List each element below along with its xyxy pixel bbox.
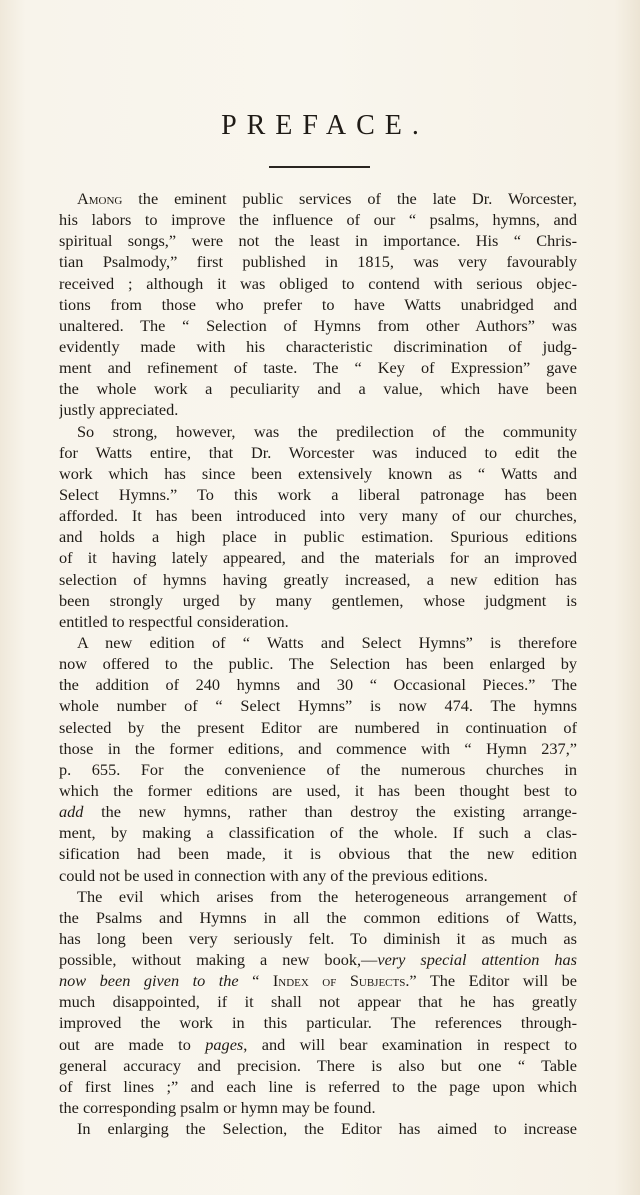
text-run: the new hymns, rather than destroy the existing arrange- [83, 802, 577, 822]
text-run: , and will bear examination in respect to [243, 1034, 577, 1054]
text-run: could not be used in connection with any of the previous editions. [59, 865, 488, 885]
text-line [59, 843, 577, 864]
text-line [59, 674, 577, 695]
text-line [59, 1055, 577, 1076]
text-run: improved the work in this particular. The references through- [59, 1013, 577, 1033]
text-line [59, 336, 577, 357]
text-run: sification had been made, it is obvious that the new edition [59, 844, 577, 864]
text-run: ment, by making a classification of the whole. If such a clas- [59, 823, 577, 843]
text-line [59, 463, 577, 484]
text-run: p. 655. For the convenience of the numerous churches in [59, 759, 577, 779]
text-run: the whole work a peculiarity and a value, which have been [59, 379, 577, 399]
text-run: add [59, 802, 84, 822]
text-run: of first lines ;” and each line is referred to the page upon which [59, 1076, 577, 1096]
text-run: which the former editions are used, it has been thought best to [59, 780, 577, 800]
text-run: for Watts entire, that Dr. Worcester was induced to edit the [59, 442, 577, 462]
text-run: “ [238, 971, 273, 991]
text-line [59, 717, 577, 738]
text-run: the Psalms and Hymns in all the common editions of Watts, [59, 907, 577, 927]
text-run: selected by the present Editor are numbered in continuation of [59, 717, 577, 737]
text-line [59, 294, 577, 315]
text-run: the addition of 240 hymns and 30 “ Occasional Pieces.” The [59, 675, 577, 695]
text-run: In enlarging the Selection, the Editor has aimed to increase [77, 1119, 577, 1139]
text-run: those in the former editions, and commence with “ Hymn 237,” [59, 738, 577, 758]
text-run: his labors to improve the influence of our “ psalms, hymns, and [59, 210, 577, 230]
text-run: possible, without making a new book,— [59, 950, 378, 970]
preface-text [59, 188, 577, 1139]
text-run: received ; although it was obliged to contend with serious objec- [59, 273, 577, 293]
page-title: PREFACE. [221, 110, 429, 141]
text-line [59, 738, 577, 759]
text-line [59, 526, 577, 547]
text-run: now been given to the [59, 971, 239, 991]
text-run: entitled to respectful consideration. [59, 611, 289, 631]
text-run: work which has since been extensively known as “ Watts and [59, 463, 577, 483]
text-line [59, 991, 577, 1012]
text-line [59, 357, 577, 378]
text-line [59, 780, 577, 801]
text-line [59, 315, 577, 336]
text-run: general accuracy and precision. There is also but one “ Table [59, 1055, 577, 1075]
text-run: A new edition of “ Watts and Select Hymns” is therefore [77, 632, 577, 652]
text-run: So strong, however, was the predilection of the community [77, 421, 577, 441]
text-line [59, 928, 577, 949]
text-run: of it having lately appeared, and the materials for an improved [59, 548, 577, 568]
text-run: ment and refinement of taste. The “ Key of Expression” gave [59, 358, 577, 378]
text-line [59, 886, 577, 907]
text-run: selection of hymns having greatly increased, a new edition has [59, 569, 577, 589]
text-line [59, 907, 577, 928]
text-line [59, 653, 577, 674]
text-line [59, 505, 577, 526]
text-line [59, 1097, 577, 1118]
text-line [59, 611, 577, 632]
text-line [59, 970, 577, 991]
text-run: very special attention has [377, 950, 577, 970]
text-run: and holds a high place in public estimation. Spurious editions [59, 527, 577, 547]
text-line [59, 421, 577, 442]
text-run: the eminent public services of the late Dr. Worcester, [122, 189, 577, 208]
text-line [59, 1012, 577, 1033]
text-line [59, 188, 577, 209]
text-run: justly appreciated. [59, 400, 179, 420]
text-line [59, 209, 577, 230]
text-run: tian Psalmody,” first published in 1815, was very favourably [59, 252, 577, 272]
title-rule [269, 166, 370, 168]
text-run: whole number of “ Select Hymns” is now 474. The hymns [59, 696, 577, 716]
text-run: been strongly urged by many gentlemen, whose judgment is [59, 590, 577, 610]
text-run: has long been very seriously felt. To diminish it as much as [59, 928, 577, 948]
text-run: pages [205, 1034, 244, 1054]
text-run: the corresponding psalm or hymn may be found. [59, 1098, 376, 1118]
text-run: evidently made with his characteristic discrimination of judg- [59, 336, 577, 356]
text-run: spiritual songs,” were not the least in importance. His “ Chris- [59, 231, 577, 251]
text-run: Select Hymns.” To this work a liberal patronage has been [59, 484, 577, 504]
text-line [59, 569, 577, 590]
text-line [59, 759, 577, 780]
text-run: Index of Subjects [272, 971, 406, 991]
text-run: .” The Editor will be [405, 971, 577, 991]
text-line [59, 484, 577, 505]
text-line [59, 230, 577, 251]
text-run: Among [77, 189, 123, 208]
text-line [59, 399, 577, 420]
text-line [59, 1034, 577, 1055]
text-line [59, 547, 577, 568]
text-line [59, 1118, 577, 1139]
text-run: unaltered. The “ Selection of Hymns from other Authors” was [59, 315, 577, 335]
text-line [59, 251, 577, 272]
text-line [59, 865, 577, 886]
text-line [59, 801, 577, 822]
text-line [59, 273, 577, 294]
text-line [59, 1076, 577, 1097]
text-run: tions from those who prefer to have Watts unabridged and [59, 294, 577, 314]
text-line [59, 632, 577, 653]
text-line [59, 695, 577, 716]
text-run: The evil which arises from the heterogeneous arrangement of [77, 886, 577, 906]
text-line [59, 822, 577, 843]
text-line [59, 590, 577, 611]
text-run: now offered to the public. The Selection has been enlarged by [59, 654, 577, 674]
text-line [59, 442, 577, 463]
text-run: afforded. It has been introduced into very many of our churches, [59, 506, 577, 526]
text-line [59, 949, 577, 970]
text-run: much disappointed, if it shall not appear that he has greatly [59, 992, 577, 1012]
text-line [59, 378, 577, 399]
text-run: out are made to [59, 1034, 206, 1054]
